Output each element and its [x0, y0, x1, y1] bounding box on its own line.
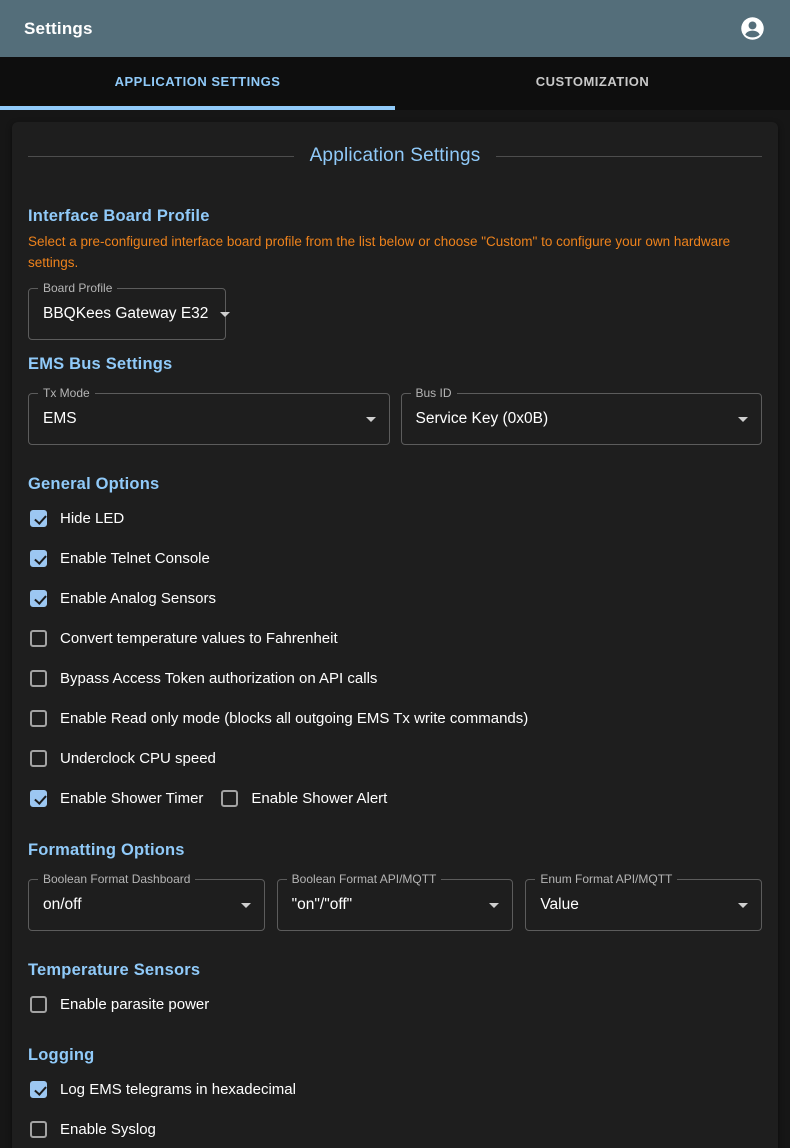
checkbox-convert-fahrenheit[interactable]: [30, 630, 338, 647]
boolean-format-dashboard-value: on/off: [43, 896, 82, 913]
checkbox-row: [28, 658, 762, 698]
board-profile-select[interactable]: [28, 281, 226, 340]
dropdown-arrow-icon: [241, 903, 251, 908]
dropdown-arrow-icon: [489, 903, 499, 908]
tx-mode-select-value: EMS: [43, 410, 77, 427]
checkbox-label: Log EMS telegrams in hexadecimal: [60, 1080, 296, 1098]
checkbox-label: Enable Read only mode (blocks all outgoing EMS Tx write commands): [60, 709, 529, 727]
section-formatting-options-title: Formatting Options: [28, 841, 185, 859]
checkbox-box[interactable]: [30, 1121, 47, 1138]
section-interface-board-title: Interface Board Profile: [28, 207, 210, 225]
board-profile-select-value: BBQKees Gateway E32: [43, 305, 209, 322]
page-title: Settings: [24, 18, 93, 38]
checkbox-box[interactable]: [30, 670, 47, 687]
checkbox-enable-analog-sensors[interactable]: [30, 590, 216, 607]
checkbox-box[interactable]: [30, 550, 47, 567]
tab-label: APPLICATION SETTINGS: [114, 74, 281, 89]
checkbox-enable-shower-timer[interactable]: [30, 790, 203, 807]
checkbox-label: Convert temperature values to Fahrenheit: [60, 629, 338, 647]
checkbox-enable-telnet-console[interactable]: [30, 550, 210, 567]
checkbox-underclock-cpu[interactable]: [30, 750, 216, 767]
checkbox-label: Bypass Access Token authorization on API calls: [60, 669, 378, 687]
boolean-format-api-label: Boolean Format API/MQTT: [287, 873, 442, 886]
checkbox-row: [28, 698, 762, 738]
account-circle-icon: [739, 15, 766, 42]
checkbox-label: Underclock CPU speed: [60, 749, 216, 767]
boolean-format-dashboard-label: Boolean Format Dashboard: [38, 873, 195, 886]
checkbox-label: Enable Syslog: [60, 1120, 156, 1138]
checkbox-box[interactable]: [30, 790, 47, 807]
formatting-select-row: [28, 872, 762, 931]
checkbox-enable-syslog[interactable]: [30, 1121, 156, 1138]
board-profile-select-label: Board Profile: [38, 282, 117, 295]
appbar: [0, 0, 790, 57]
checkbox-label: Enable Analog Sensors: [60, 589, 216, 607]
checkbox-enable-parasite-power[interactable]: [30, 996, 209, 1013]
enum-format-api-label: Enum Format API/MQTT: [535, 873, 677, 886]
bus-id-select-label: Bus ID: [411, 387, 457, 400]
section-logging-title: Logging: [28, 1046, 95, 1064]
tab-bar: [0, 57, 790, 110]
checkbox-box[interactable]: [30, 1081, 47, 1098]
card-heading: [28, 140, 762, 172]
checkbox-row: [28, 1109, 762, 1148]
checkbox-row: [28, 984, 762, 1024]
checkbox-box[interactable]: [30, 630, 47, 647]
enum-format-api-value: Value: [540, 896, 579, 913]
tab-customization[interactable]: [395, 57, 790, 110]
checkbox-box[interactable]: [30, 590, 47, 607]
section-ems-bus-title: EMS Bus Settings: [28, 355, 173, 373]
checkbox-box[interactable]: [30, 710, 47, 727]
tab-application-settings[interactable]: [0, 57, 395, 110]
section-temperature-sensors-title: Temperature Sensors: [28, 961, 201, 979]
tx-mode-select-label: Tx Mode: [38, 387, 95, 400]
checkbox-row: [28, 618, 762, 658]
enum-format-api-select[interactable]: [525, 872, 762, 931]
checkbox-label: Enable parasite power: [60, 995, 210, 1013]
checkbox-box[interactable]: [30, 750, 47, 767]
boolean-format-api-select[interactable]: [277, 872, 514, 931]
tab-label: CUSTOMIZATION: [535, 74, 650, 89]
checkbox-row: [28, 538, 762, 578]
tx-mode-select[interactable]: [28, 386, 390, 445]
bus-id-select-value: Service Key (0x0B): [415, 410, 549, 427]
checkbox-box[interactable]: [221, 790, 238, 807]
checkbox-hide-led[interactable]: [30, 510, 124, 527]
section-general-options-title: General Options: [28, 475, 160, 493]
checkbox-label: Enable Shower Timer: [60, 789, 204, 807]
dropdown-arrow-icon: [366, 417, 376, 422]
checkbox-box[interactable]: [30, 996, 47, 1013]
checkbox-enable-read-only-mode[interactable]: [30, 710, 528, 727]
checkbox-row: [28, 1069, 762, 1109]
dropdown-arrow-icon: [220, 312, 230, 317]
boolean-format-dashboard-select[interactable]: [28, 872, 265, 931]
checkbox-row: [28, 738, 762, 778]
checkbox-label: Enable Telnet Console: [60, 549, 210, 567]
checkbox-enable-shower-alert[interactable]: [221, 790, 387, 807]
checkbox-row: [28, 498, 762, 538]
card-heading-text: Application Settings: [309, 145, 481, 166]
active-tab-indicator: [0, 106, 395, 110]
dropdown-arrow-icon: [738, 903, 748, 908]
account-button[interactable]: [736, 13, 768, 45]
ems-bus-select-row: [28, 386, 762, 445]
bus-id-select[interactable]: [401, 386, 763, 445]
dropdown-arrow-icon: [738, 417, 748, 422]
interface-board-warning: Select a pre-configured interface board profile from the list below or choose "Custom" to configure your own hardware settings.: [28, 234, 731, 270]
checkbox-bypass-access-token[interactable]: [30, 670, 377, 687]
checkbox-box[interactable]: [30, 510, 47, 527]
checkbox-row: [28, 578, 762, 618]
checkbox-log-ems-telegrams-hex[interactable]: [30, 1081, 296, 1098]
checkbox-row: [28, 778, 762, 818]
checkbox-label: Hide LED: [60, 509, 125, 527]
checkbox-label: Enable Shower Alert: [251, 789, 388, 807]
divider-line: [28, 156, 294, 157]
boolean-format-api-value: "on"/"off": [291, 896, 353, 913]
divider-line: [496, 156, 762, 157]
settings-card: [12, 122, 778, 1148]
